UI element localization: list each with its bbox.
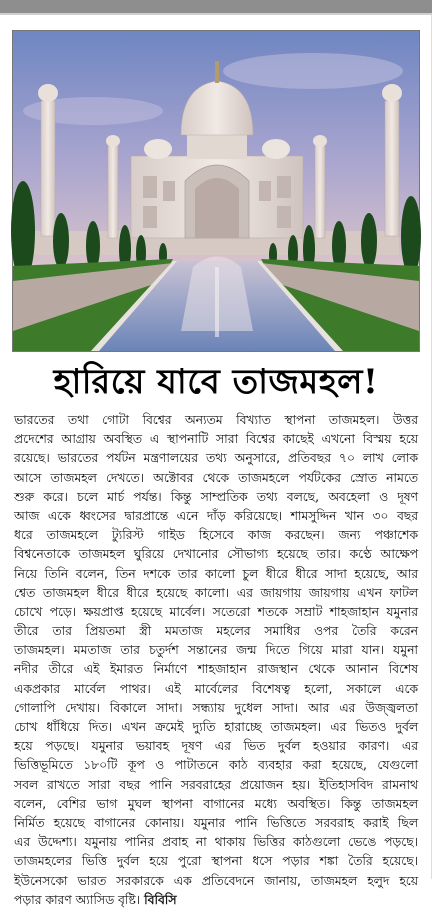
article-line: সবল রাখতে সারা বছর পানি সরবরাহের প্রয়োজন হয়। ইতিহাসবিদ রামনাথ <box>14 777 418 792</box>
article-line: হয়ে পড়ছে। যমুনার ভয়াবহ দূষণ এর ভিত দুর্বল হওয়ার কারণ। এর <box>14 739 418 754</box>
article-line: নির্মিত হয়েছে বাগানের কোনায়। যমুনার পানি ভিত্তিতে সরবরাহ করাই ছিল <box>14 815 418 830</box>
article-line: চোখ ধাঁধিয়ে দিত। এখন ক্রমেই দ্যুতি হারাচ্ছে তাজমহল। এর ভিতও দুর্বল <box>14 720 418 734</box>
article-line: নদীর তীরে এই ইমারত নির্মাণে শাহজাহান রাজস্থান থেকে আনান বিশেষ <box>14 662 418 677</box>
article-line: ইউনেসকো ভারত সরকারকে এক প্রতিবেদনে জানায়, তাজমহল হলুদ হয়ে <box>14 873 418 888</box>
article-line: রয়েছে। ভারতের পর্যটন মন্ত্রণালয়ের তথ্য অনুসারে, প্রতিবছর ৭০ লাখ লোক <box>14 451 418 466</box>
article-line: প্রদেশের আগ্রায় অবস্থিত এ স্থাপনাটি সারা বিশ্বের কাছেই এখনো বিস্ময় হয়ে <box>14 432 418 447</box>
article-line: ভিত্তিভূমিতে ১৮০টি কূপ ও পাটাতনে কাঠ ব্যবহার করা হয়েছে, যেগুলো <box>14 758 418 773</box>
article-line: নিয়ে তিনি বলেন, তিন দশকে তার কালো চুল ধীরে ধীরে সাদা হয়েছে, আর <box>14 566 418 581</box>
article-line: এর উদ্দেশ্য। যমুনায় পানির প্রবাহ না থাকায় ভিত্তির কাঠগুলো ভেঙে পড়ছে। <box>14 835 418 850</box>
article-line: ভারতের তথা গোটা বিশ্বের অন্যতম বিখ্যাত স্থাপনা তাজমহল। উত্তর <box>14 413 418 427</box>
article-body <box>14 411 418 907</box>
article-line: গোলাপি দেখায়। বিকালে সাদা। সন্ধ্যায় দুধেল সাদা। আর এর উজ্জ্বলতা <box>14 700 418 715</box>
article-last-text: পড়ার কারণ অ্যাসিড বৃষ্টি। <box>14 892 141 907</box>
article-line: বলেন, বেশির ভাগ মুঘল স্থাপনা বাগানের মধ্যে অবস্থিত। কিন্তু তাজমহল <box>14 796 418 811</box>
article-line: চোখে পড়ে। ক্ষয়প্রাপ্ত হয়েছে মার্বেল। সতেরো শতকে সম্রাট শাহজাহান যমুনার <box>14 604 418 619</box>
top-bar-divider <box>0 13 432 15</box>
article-line: তীরে তার প্রিয়তমা স্ত্রী মমতাজ মহলের সমাধির ওপর তৈরি করেন <box>14 624 418 639</box>
article-line: শ্বেত তাজমহল ধীরে ধীরে হয়েছে কালো। এর জায়গায় জায়গায় এখন ফাটল <box>14 585 418 600</box>
headline: হারিয়ে যাবে তাজমহল! <box>53 362 379 402</box>
article-line: আসে তাজমহল দেখতে। অক্টোবর থেকে তাজমহলে পর্যটকের স্রোত নামতে <box>14 470 418 485</box>
article-line: বিশ্বনেতাকে তাজমহল ঘুরিয়ে দেখানোর সৌভাগ্য হয়েছে তার। কণ্ঠে আক্ষেপ <box>14 547 418 562</box>
article-line: তাজমহলের ভিত্তি দুর্বল হয়ে পুরো স্থাপনা ধসে পড়ার শঙ্কা তৈরি হয়েছে। <box>14 854 418 869</box>
article-line: একপ্রকার মার্বেল পাথর। এই মার্বেলের বিশেষত্ব হলো, সকালে একে <box>14 681 418 696</box>
article-last-line <box>14 891 418 910</box>
article-line: শুরু করে। চলে মার্চ পর্যন্ত। কিন্তু সাম্প্রতিক তথ্য বলছে, অবহেলা ও দূষণ <box>14 489 418 504</box>
taj-mahal-illustration <box>13 31 419 351</box>
top-bar <box>0 0 432 13</box>
article-line: ধরে তাজমহলে ট্যুরিস্ট গাইড হিসেবে কাজ করছেন। জন্য পঞ্চাশেক <box>14 528 418 543</box>
taj-mahal-photo <box>12 30 420 352</box>
source-credit: বিবিসি <box>144 892 177 907</box>
article-line: তাজমহল। মমতাজ তার চতুর্দশ সন্তানের জন্ম দিতে গিয়ে মারা যান। যমুনা <box>14 643 418 658</box>
article-line: আজ একে ধ্বংসের দ্বারপ্রান্তে এনে দাঁড় করিয়েছে। শামসুদ্দিন খান ৩০ বছর <box>14 508 418 523</box>
